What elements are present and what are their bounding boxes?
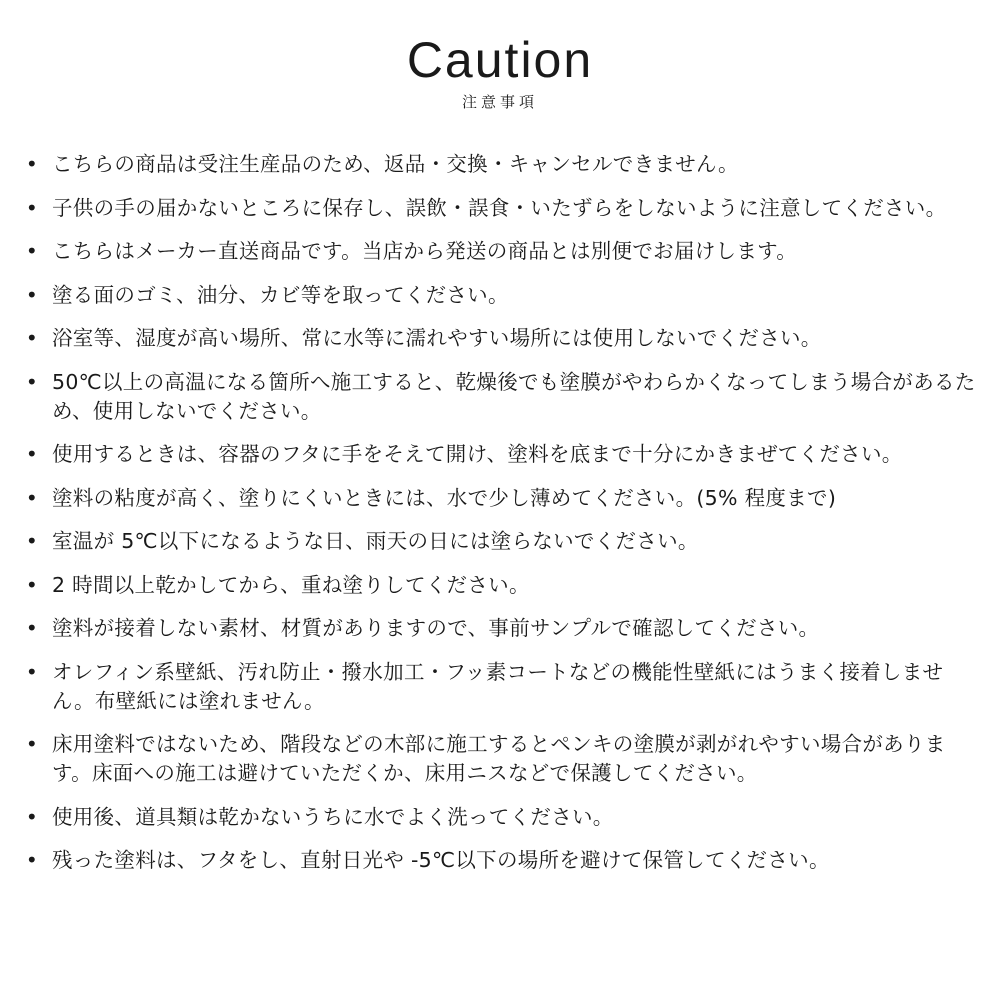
caution-text: 床用塗料ではないため、階段などの木部に施工するとペンキの塗膜が剥がれやすい場合があります。床面への施工は避けていただくか、床用ニスなどで保護してください。 bbox=[52, 732, 946, 785]
caution-text: 塗料の粘度が高く、塗りにくいときには、水で少し薄めてください。(5% 程度まで) bbox=[52, 485, 837, 510]
caution-item bbox=[0, 730, 1000, 788]
bullet-icon: • bbox=[25, 529, 39, 553]
bullet-icon: • bbox=[25, 485, 39, 510]
caution-item bbox=[0, 150, 1000, 179]
bullet-icon: • bbox=[25, 732, 39, 756]
bullet-icon: • bbox=[25, 282, 39, 307]
caution-text: 室温が 5℃以下になるような日、雨天の日には塗らないでください。 bbox=[52, 529, 699, 553]
caution-item bbox=[0, 658, 1000, 716]
bullet-icon: • bbox=[25, 195, 39, 220]
caution-item bbox=[0, 237, 1000, 266]
caution-text: 塗料が接着しない素材、材質がありますので、事前サンプルで確認してください。 bbox=[52, 616, 820, 640]
caution-text: オレフィン系壁紙、汚れ防止・撥水加工・フッ素コートなどの機能性壁紙にはうまく接着しません。布壁紙には塗れません。 bbox=[52, 659, 944, 713]
caution-text: 使用後、道具類は乾かないうちに水でよく洗ってください。 bbox=[52, 804, 614, 829]
bullet-icon: • bbox=[25, 326, 39, 350]
page-subtitle: 注意事項 bbox=[461, 93, 538, 111]
bullet-icon: • bbox=[25, 369, 39, 394]
bullet-icon: • bbox=[25, 804, 39, 829]
caution-text: 塗る面のゴミ、油分、カビ等を取ってください。 bbox=[52, 282, 509, 307]
caution-text: 使用するときは、容器のフタに手をそえて開け、塗料を底まで十分にかきまぜてください。 bbox=[52, 442, 903, 466]
caution-item bbox=[0, 527, 1000, 556]
caution-item bbox=[0, 440, 1000, 469]
caution-header bbox=[0, 30, 1000, 112]
caution-text: 2 時間以上乾かしてから、重ね塗りしてください。 bbox=[52, 572, 530, 597]
caution-item bbox=[0, 484, 1000, 513]
bullet-icon: • bbox=[25, 616, 39, 640]
caution-item bbox=[0, 614, 1000, 643]
bullet-icon: • bbox=[25, 848, 39, 872]
caution-item bbox=[0, 324, 1000, 353]
caution-item bbox=[0, 571, 1000, 600]
caution-item bbox=[0, 281, 1000, 310]
caution-item bbox=[0, 368, 1000, 426]
caution-item bbox=[0, 803, 1000, 832]
caution-item bbox=[0, 194, 1000, 223]
caution-text: 子供の手の届かないところに保存し、誤飲・誤食・いたずらをしないように注意してください。 bbox=[52, 195, 947, 220]
bullet-icon: • bbox=[25, 442, 39, 466]
caution-text: 浴室等、湿度が高い場所、常に水等に濡れやすい場所には使用しないでください。 bbox=[52, 326, 822, 350]
bullet-icon: • bbox=[25, 239, 39, 263]
page-title: Caution bbox=[406, 32, 594, 88]
bullet-icon: • bbox=[25, 152, 39, 176]
caution-item bbox=[0, 846, 1000, 875]
caution-text: 50℃以上の高温になる箇所へ施工すると、乾燥後でも塗膜がやわらかくなってしまう場合があるため、使用しないでください。 bbox=[52, 369, 976, 423]
bullet-icon: • bbox=[25, 572, 39, 597]
caution-text: こちらはメーカー直送商品です。当店から発送の商品とは別便でお届けします。 bbox=[52, 239, 798, 263]
caution-list bbox=[0, 150, 1000, 890]
caution-text: こちらの商品は受注生産品のため、返品・交換・キャンセルできません。 bbox=[52, 152, 739, 176]
caution-text: 残った塗料は、フタをし、直射日光や -5℃以下の場所を避けて保管してください。 bbox=[52, 848, 830, 872]
bullet-icon: • bbox=[25, 659, 39, 684]
